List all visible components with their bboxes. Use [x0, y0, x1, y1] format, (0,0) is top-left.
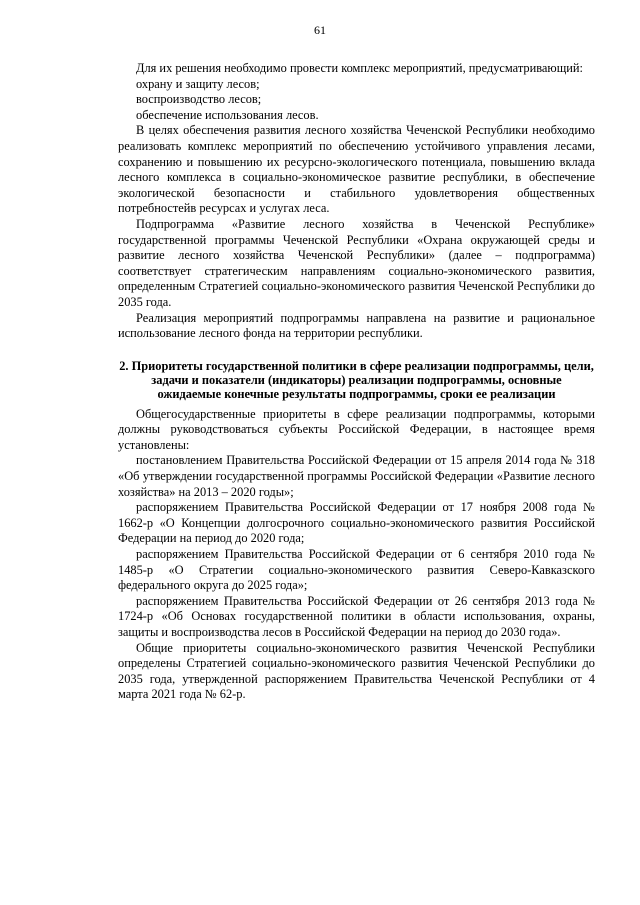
paragraph: распоряжением Правительства Российской Федерации от 17 ноября 2008 года № 1662-р «О Концепции долгосрочного социально-экономического развития Российской Федерации на период до 2020 года; [118, 500, 595, 546]
section-heading: 2. Приоритеты государственной политики в сфере реализации подпрограммы, цели, задачи и показатели (индикаторы) реализации подпрограммы, основные ожидаемые конечные результаты подпрограммы, сроки ее реализации [119, 358, 594, 401]
paragraph: Общегосударственные приоритеты в сфере реализации подпрограммы, которыми должны руководствоваться субъекты Российской Федерации, в настоящее время установлены: [118, 406, 595, 452]
paragraph-intro: Для их решения необходимо провести комплекс мероприятий, предусматривающий: [136, 61, 583, 75]
page-number: 61 [314, 23, 326, 37]
paragraph: постановлением Правительства Российской Федерации от 15 апреля 2014 года № 318 «Об утверждении государственной программы Российской Федерации «Развитие лесного хозяйства» на 2013 – 2020 годы»; [118, 453, 595, 499]
paragraph: Подпрограмма «Развитие лесного хозяйства в Чеченской Республике» государственной программы Чеченской Республики «Охрана окружающей среды и развитие лесного хозяйства Чеченской Республики» (далее – подпрограмма) соответствует стратегическим направлениям социально-экономического развития, определенным Стратегией социально-экономического развития Чеченской Республики до 2035 года. [118, 216, 595, 309]
paragraph: В целях обеспечения развития лесного хозяйства Чеченской Республики необходимо реализовать комплекс мероприятий по обеспечению устойчивого управления лесами, сохранению и повышению их ресурсно-экологического потенциала, повышению вклада лесного комплекса в социально-экономическое развитие республики, в обеспечение экологической безопасности и стабильного удовлетворения общественных потребностейв ресурсах и услугах леса. [118, 123, 595, 216]
list-item: обеспечение использования лесов. [136, 107, 319, 122]
paragraph: распоряжением Правительства Российской Федерации от 26 сентября 2013 года № 1724-р «Об Основах государственной политики в области использования, охраны, защиты и воспроизводства лесов в Российской Федерации на период до 2030 года». [118, 593, 595, 639]
document-body [118, 61, 595, 703]
paragraph: Реализация мероприятий подпрограммы направлена на развитие и рациональное использование лесного фонда на территории республики. [118, 310, 595, 341]
paragraph: Общие приоритеты социально-экономического развития Чеченской Республики определены Стратегией социально-экономического развития Чеченской Республики до 2035 года, утвержденной распоряжением Правительства Чеченской Республики от 4 марта 2021 года № 62-р. [118, 640, 595, 702]
list-item: охрану и защиту лесов; [136, 76, 260, 91]
list-item: воспроизводство лесов; [136, 92, 262, 107]
paragraph: распоряжением Правительства Российской Федерации от 6 сентября 2010 года № 1485-р «О Стратегии социально-экономического развития Северо-Кавказского федерального округа до 2025 года»; [118, 547, 595, 593]
